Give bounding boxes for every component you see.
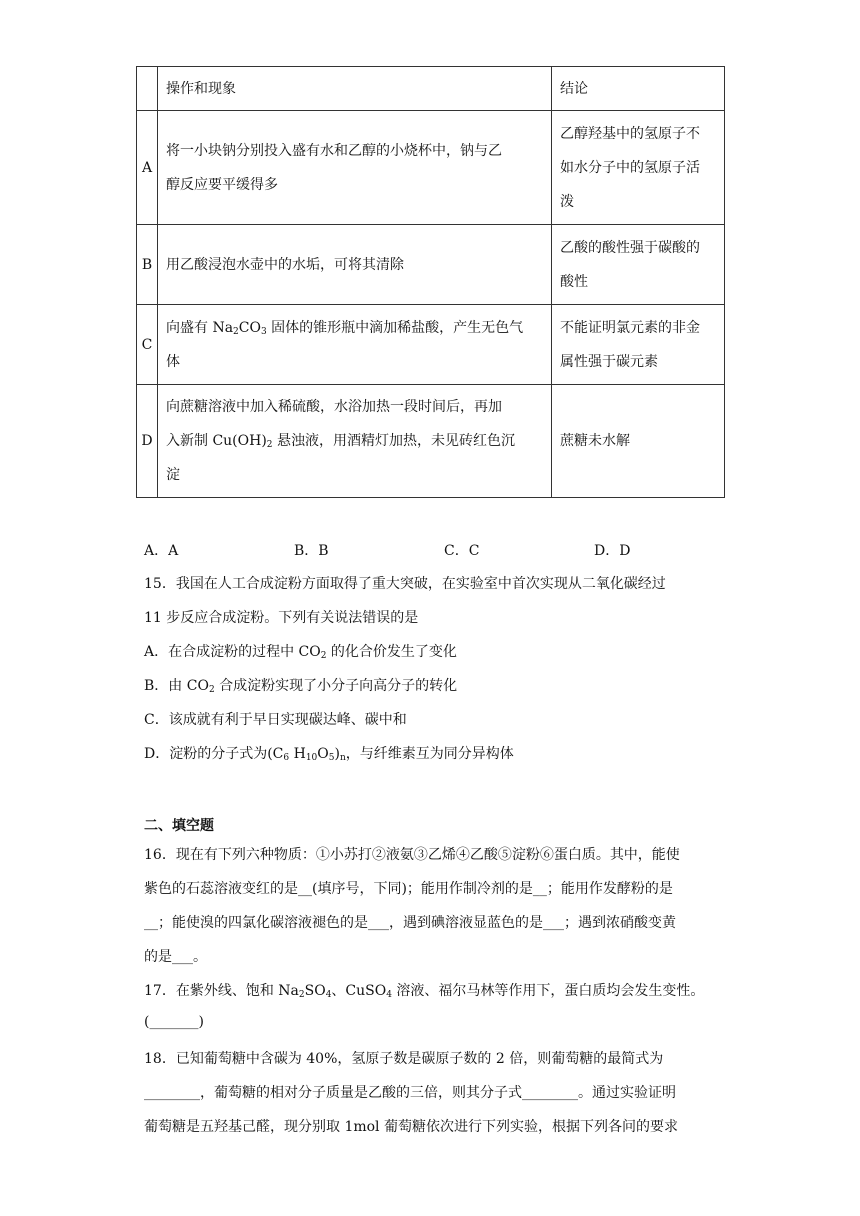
row-operation bbox=[158, 225, 552, 305]
text-span: 合成淀粉实现了小分子向高分子的转化 bbox=[214, 678, 458, 694]
text-span: 17．在紫外线、饱和 Na bbox=[144, 983, 299, 999]
text-span: ，与纤维素互为同分异构体 bbox=[345, 746, 514, 762]
subscript: 4 bbox=[325, 990, 332, 1000]
header-conclusion-cell: 结论 bbox=[552, 67, 725, 111]
q15-option-b bbox=[144, 675, 457, 695]
q16-line3: __；能使溴的四氯化碳溶液褪色的是___，遇到碘溶液显蓝色的是___；遇到浓硝酸变黄 bbox=[144, 915, 676, 931]
text-span: SO bbox=[304, 983, 326, 999]
q15-option-a bbox=[144, 641, 457, 661]
table-row bbox=[137, 111, 725, 225]
text-span: 向盛有 Na bbox=[166, 319, 234, 336]
q17-line1 bbox=[144, 980, 704, 1000]
subscript: 2 bbox=[208, 685, 215, 695]
text-span: ) bbox=[334, 746, 340, 762]
q14-option-a: A．A bbox=[144, 543, 179, 559]
q17-answer-blank: (_______) bbox=[144, 1014, 204, 1030]
subscript: 6 bbox=[283, 753, 290, 763]
text-line bbox=[166, 311, 543, 345]
q15-option-c: C．该成就有利于早日实现碳达峰、碳中和 bbox=[144, 712, 407, 728]
text-span: D．淀粉的分子式为(C bbox=[144, 746, 284, 762]
subscript: 2 bbox=[266, 440, 273, 450]
text-line bbox=[166, 424, 543, 458]
q18-line2: ________，葡萄糖的相对分子质量是乙酸的三倍，则其分子式________。通过实验证明 bbox=[144, 1085, 676, 1101]
q18-line1: 18．已知葡萄糖中含碳为 40%，氢原子数是碳原子数的 2 倍，则葡萄糖的最简式为 bbox=[144, 1051, 664, 1067]
table-header-row bbox=[137, 67, 725, 111]
text-span: A．在合成淀粉的过程中 CO bbox=[144, 644, 321, 660]
text-span: 、CuSO bbox=[331, 983, 387, 999]
q18-line3: 葡萄糖是五羟基己醛，现分别取 1mol 葡萄糖依次进行下列实验，根据下列各问的要求 bbox=[144, 1119, 678, 1135]
q16-line1: 16．现在有下列六种物质：①小苏打②液氨③乙烯④乙酸⑤淀粉⑥蛋白质。其中，能使 bbox=[144, 847, 680, 863]
q16-line2: 紫色的石蕊溶液变红的是__(填序号，下同)；能用作制冷剂的是__；能用作发酵粉的是 bbox=[144, 881, 673, 897]
text-span: 入新制 Cu(OH) bbox=[166, 433, 267, 449]
text-span: 溶液、福尔马林等作用下，蛋白质均会发生变性。 bbox=[391, 983, 705, 999]
text-line: 不能证明氯元素的非金 bbox=[560, 319, 700, 336]
table-row bbox=[137, 305, 725, 385]
subscript: 2 bbox=[298, 990, 305, 1000]
q16-line4: 的是___。 bbox=[144, 949, 207, 965]
text-line: 淀 bbox=[166, 467, 180, 483]
q14-option-b: B．B bbox=[294, 543, 329, 559]
text-line: 体 bbox=[166, 353, 180, 370]
text-line: 用乙酸浸泡水壶中的水垢，可将其清除 bbox=[166, 256, 404, 273]
row-operation bbox=[158, 111, 552, 225]
row-label: A bbox=[137, 111, 158, 225]
text-line: 乙醇羟基中的氢原子不 bbox=[560, 125, 700, 142]
subscript: 10 bbox=[305, 753, 318, 763]
subscript: 4 bbox=[386, 990, 392, 1000]
q14-option-d: D．D bbox=[594, 543, 631, 559]
subscript: n bbox=[339, 753, 346, 763]
text-line: 将一小块钠分别投入盛有水和乙醇的小烧杯中，钠与乙 bbox=[166, 142, 502, 159]
subscript: 2 bbox=[233, 326, 239, 337]
text-line: 向蔗糖溶液中加入稀硫酸，水浴加热一段时间后，再加 bbox=[166, 399, 502, 415]
text-line: 蔗糖未水解 bbox=[560, 433, 630, 449]
text-line: 如水分子中的氢原子活 bbox=[560, 159, 700, 176]
text-line: 泼 bbox=[560, 193, 574, 210]
header-operation-cell: 操作和现象 bbox=[158, 67, 552, 111]
text-line: 属性强于碳元素 bbox=[560, 353, 658, 370]
subscript: 3 bbox=[260, 326, 267, 337]
row-label: B bbox=[137, 225, 158, 305]
row-conclusion bbox=[552, 111, 725, 225]
table-row bbox=[137, 385, 725, 498]
text-line: 乙酸的酸性强于碳酸的 bbox=[560, 239, 700, 256]
q15-option-d bbox=[144, 743, 514, 763]
row-conclusion bbox=[552, 225, 725, 305]
q14-option-c: C．C bbox=[444, 543, 480, 559]
text-span: 固体的锥形瓶中滴加稀盐酸，产生无色气 bbox=[266, 319, 524, 336]
q15-stem-line2: 11 步反应合成淀粉。下列有关说法错误的是 bbox=[144, 610, 419, 626]
row-conclusion bbox=[552, 385, 725, 498]
text-span: H bbox=[289, 746, 306, 762]
row-label: D bbox=[137, 385, 158, 498]
text-line: 醇反应要平缓得多 bbox=[166, 176, 278, 193]
q15-stem-line1: 15．我国在人工合成淀粉方面取得了重大突破，在实验室中首次实现从二氧化碳经过 bbox=[144, 576, 666, 592]
text-span: B．由 CO bbox=[144, 678, 209, 694]
row-operation bbox=[158, 385, 552, 498]
subscript: 2 bbox=[320, 651, 327, 661]
subscript: 5 bbox=[328, 753, 335, 763]
text-span: 悬浊液，用酒精灯加热，未见砖红色沉 bbox=[272, 433, 515, 449]
row-operation bbox=[158, 305, 552, 385]
text-span: CO bbox=[238, 319, 261, 336]
text-span: 的化合价发生了变化 bbox=[326, 644, 457, 660]
table-row bbox=[137, 225, 725, 305]
header-label-cell bbox=[137, 67, 158, 111]
row-conclusion bbox=[552, 305, 725, 385]
experiment-table bbox=[136, 66, 725, 498]
text-span: O bbox=[317, 746, 329, 762]
text-line: 酸性 bbox=[560, 273, 588, 290]
section-heading: 二、填空题 bbox=[144, 818, 214, 834]
row-label: C bbox=[137, 305, 158, 385]
